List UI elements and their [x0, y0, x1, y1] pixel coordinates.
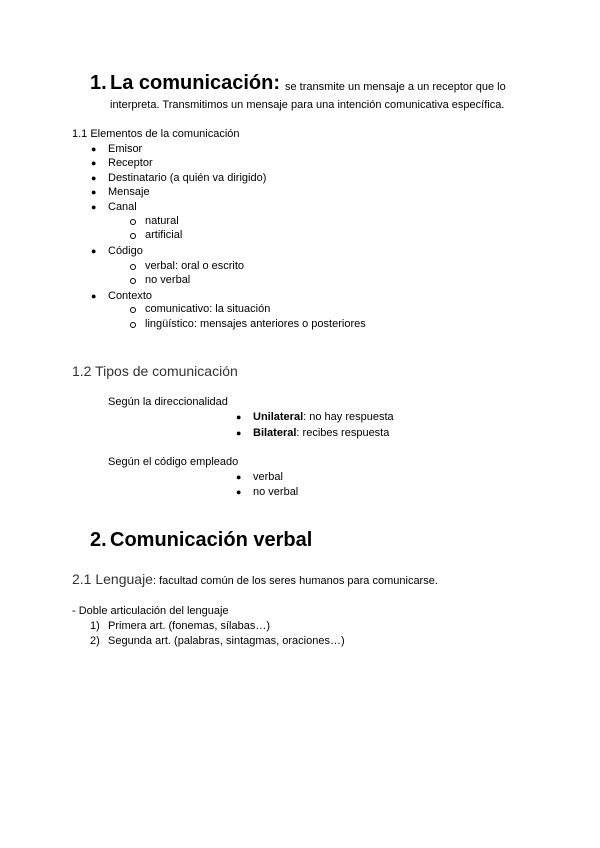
unilateral-desc: : no hay respuesta — [303, 411, 394, 423]
sub-item-verbal: verbal: oral o escrito — [145, 260, 245, 272]
bullet-icon: ● — [91, 187, 97, 197]
section1-2-heading: 1.2 Tipos de comunicación — [72, 363, 238, 379]
bilateral-item — [253, 427, 389, 439]
section1-intro-line1: se transmite un mensaje a un receptor que lo — [285, 81, 506, 93]
hollow-bullet-icon — [130, 233, 136, 239]
codigo-empleado-label: Según el código empleado — [108, 456, 239, 468]
section1-title: La comunicación: — [110, 72, 281, 94]
hollow-bullet-icon — [130, 322, 136, 328]
bullet-icon: ● — [91, 173, 97, 183]
bilateral-term: Bilateral — [253, 427, 297, 439]
bullet-icon: ● — [91, 291, 97, 301]
list-item-canal: Canal — [108, 201, 137, 213]
bullet-icon: ● — [91, 144, 97, 154]
direccionalidad-label: Según la direccionalidad — [108, 396, 228, 408]
list-item-destinatario: Destinatario (a quién va dirigido) — [108, 172, 267, 184]
bullet-icon: ● — [91, 202, 97, 212]
section2-title: Comunicación verbal — [110, 529, 313, 551]
section2-1-desc: : facultad común de los seres humanos para comunicarse. — [152, 575, 438, 587]
unilateral-item — [253, 411, 394, 423]
section1-1-heading: 1.1 Elementos de la comunicación — [72, 128, 240, 140]
numbered-item-2: Segunda art. (palabras, sintagmas, oraciones…) — [108, 635, 345, 647]
numbered-item-1: Primera art. (fonemas, sílabas…) — [108, 620, 270, 632]
bullet-icon: ● — [236, 487, 242, 497]
list-item-emisor: Emisor — [108, 143, 143, 155]
list-item-mensaje: Mensaje — [108, 186, 150, 198]
numbered-num-2: 2) — [90, 635, 100, 647]
section2-1-heading: 2.1 Lenguaje — [72, 571, 153, 587]
list-item-codigo: Código — [108, 245, 143, 257]
bullet-icon: ● — [91, 158, 97, 168]
list-item-contexto: Contexto — [108, 290, 153, 302]
list-item-receptor: Receptor — [108, 157, 153, 169]
unilateral-term: Unilateral — [253, 411, 304, 423]
hollow-bullet-icon — [130, 307, 136, 313]
section2-1-line — [72, 571, 438, 589]
sub-item-no-verbal: no verbal — [145, 274, 191, 286]
hollow-bullet-icon — [130, 278, 136, 284]
numbered-num-1: 1) — [90, 620, 100, 632]
codigo-item-verbal: verbal — [253, 471, 283, 483]
sub-item-artificial: artificial — [145, 229, 183, 241]
sub-item-comunicativo: comunicativo: la situación — [145, 303, 271, 315]
hollow-bullet-icon — [130, 264, 136, 270]
sub-item-natural: natural — [145, 215, 179, 227]
sub-item-linguistico: lingüístico: mensajes anteriores o posteriores — [145, 318, 366, 330]
section1-intro-line2: interpreta. Transmitimos un mensaje para una intención comunicativa específica. — [110, 99, 505, 111]
bullet-icon: ● — [236, 428, 242, 438]
bilateral-desc: : recibes respuesta — [296, 427, 390, 439]
bullet-icon: ● — [236, 412, 242, 422]
section2-number: 2. — [90, 529, 107, 551]
codigo-item-no-verbal: no verbal — [253, 486, 299, 498]
bullet-icon: ● — [236, 472, 242, 482]
bullet-icon: ● — [91, 246, 97, 256]
section1-number: 1. — [90, 72, 107, 94]
doble-articulacion-label: - Doble articulación del lenguaje — [72, 605, 229, 617]
hollow-bullet-icon — [130, 219, 136, 225]
